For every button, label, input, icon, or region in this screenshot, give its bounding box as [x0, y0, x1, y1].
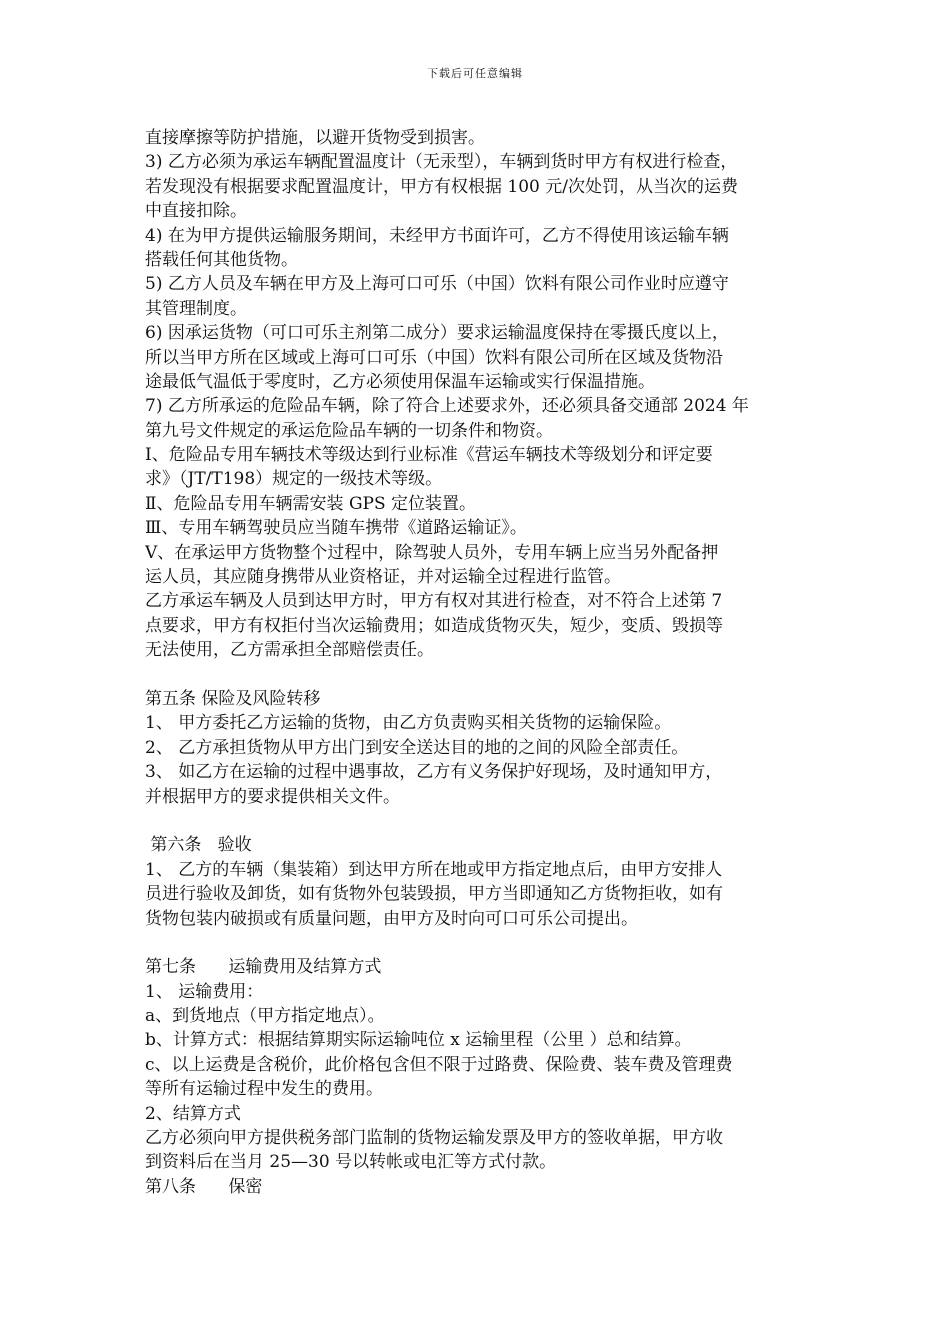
document-body — [145, 126, 810, 1199]
text-line: 2、 乙方承担货物从甲方出门到安全送达目的地的之间的风险全部责任。 — [145, 737, 689, 758]
text-line: Ⅲ、专用车辆驾驶员应当随车携带《道路运输证》。 — [145, 518, 527, 539]
text-line: 乙方必须向甲方提供税务部门监制的货物运输发票及甲方的签收单据，甲方收 — [145, 1128, 723, 1149]
text-line: 乙方承运车辆及人员到达甲方时，甲方有权对其进行检查，对不符合上述第 7 — [145, 591, 723, 612]
text-line: 其管理制度。 — [145, 298, 247, 319]
text-line: 3) 乙方必须为承运车辆配置温度计（无汞型），车辆到货时甲方有权进行检查， — [145, 152, 738, 173]
text-line: 5) 乙方人员及车辆在甲方及上海可口可乐（中国）饮料有限公司作业时应遵守 — [145, 274, 729, 295]
text-line: 第九号文件规定的承运危险品车辆的一切条件和物资。 — [145, 420, 553, 441]
text-line: c、以上运费是含税价，此价格包含但不限于过路费、保险费、装车费及管理费 — [145, 1054, 733, 1075]
text-line: Ⅱ、危险品专用车辆需安装 GPS 定位装置。 — [145, 493, 477, 514]
text-line: 并根据甲方的要求提供相关文件。 — [145, 786, 400, 807]
text-line: 4) 在为甲方提供运输服务期间，未经甲方书面许可，乙方不得使用该运输车辆 — [145, 225, 729, 246]
text-line: 到资料后在当月 25—30 号以转帐或电汇等方式付款。 — [145, 1152, 557, 1173]
text-line: Ⅴ、在承运甲方货物整个过程中，除驾驶人员外，专用车辆上应当另外配备押 — [145, 542, 719, 563]
blank-line — [145, 663, 810, 687]
text-line: 等所有运输过程中发生的费用。 — [145, 1079, 383, 1100]
text-line: 1、 运输费用： — [145, 981, 264, 1002]
text-line: 7) 乙方所承运的危险品车辆，除了符合上述要求外，还必须具备交通部 2024 年 — [145, 396, 749, 417]
text-line: 中直接扣除。 — [145, 201, 247, 222]
text-line: 货物包装内破损或有质量问题，由甲方及时向可口可乐公司提出。 — [145, 908, 638, 929]
blank-line — [145, 809, 810, 833]
text-line: 1、 乙方的车辆（集装箱）到达甲方所在地或甲方指定地点后，由甲方安排人 — [145, 859, 723, 880]
text-line: 2、结算方式 — [145, 1103, 241, 1124]
text-line: 第八条 保密 — [145, 1176, 263, 1197]
text-line: 若发现没有根据要求配置温度计，甲方有权根据 100 元/次处罚，从当次的运费 — [145, 176, 738, 197]
text-line: 第七条 运输费用及结算方式 — [145, 957, 382, 978]
text-line: 第五条 保险及风险转移 — [145, 688, 321, 709]
text-line: 搭载任何其他货物。 — [145, 249, 298, 270]
text-line: 第六条 验收 — [145, 835, 252, 856]
text-line: 途最低气温低于零度时，乙方必须使用保温车运输或实行保温措施。 — [145, 371, 655, 392]
page-header: 下载后可任意编辑 — [427, 67, 523, 80]
text-line: 点要求，甲方有权拒付当次运输费用；如造成货物灭失，短少，变质、毁损等 — [145, 615, 723, 636]
text-line: 6) 因承运货物（可口可乐主剂第二成分）要求运输温度保持在零摄氏度以上， — [145, 323, 729, 344]
text-line: 求》（JT/T198）规定的一级技术等级。 — [145, 469, 443, 490]
text-line: 所以当甲方所在区域或上海可口可乐（中国）饮料有限公司所在区域及货物沿 — [145, 347, 723, 368]
text-line: 员进行验收及卸货，如有货物外包装毁损，甲方当即通知乙方货物拒收，如有 — [145, 884, 723, 905]
text-line: 1、 甲方委托乙方运输的货物，由乙方负责购买相关货物的运输保险。 — [145, 713, 672, 734]
text-line: Ⅰ、危险品专用车辆技术等级达到行业标准《营运车辆技术等级划分和评定要 — [145, 445, 713, 466]
text-line: 直接摩擦等防护措施，以避开货物受到损害。 — [145, 128, 485, 148]
text-line: 运人员，其应随身携带从业资格证，并对运输全过程进行监管。 — [145, 567, 621, 588]
blank-line — [145, 931, 810, 955]
text-line: a、到货地点（甲方指定地点）。 — [145, 1006, 385, 1027]
text-line: 3、 如乙方在运输的过程中遇事故，乙方有义务保护好现场，及时通知甲方， — [145, 762, 723, 783]
text-line: b、计算方式：根据结算期实际运输吨位 x 运输里程（公里 ）总和结算。 — [145, 1030, 692, 1051]
text-line: 无法使用，乙方需承担全部赔偿责任。 — [145, 640, 434, 661]
